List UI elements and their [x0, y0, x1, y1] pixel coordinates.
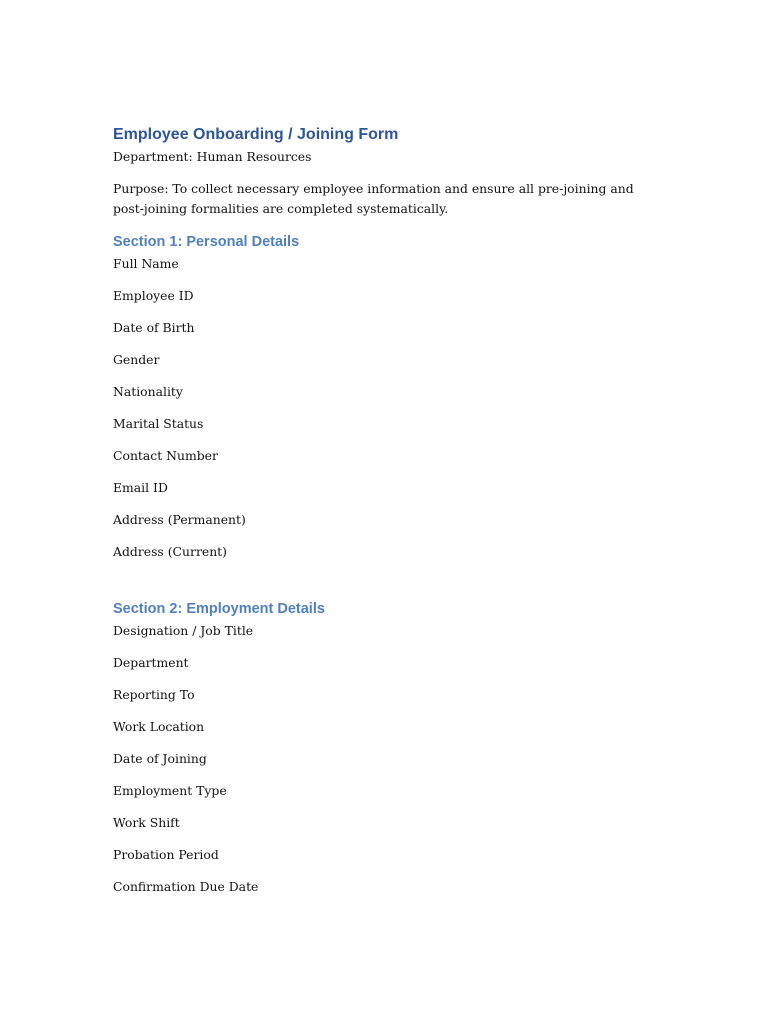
- document-title: Employee Onboarding / Joining Form: [113, 126, 399, 143]
- field-label-email-id: Email ID: [113, 480, 168, 495]
- field-label-date-of-birth: Date of Birth: [113, 320, 195, 335]
- field-label-contact-number: Contact Number: [113, 448, 218, 463]
- purpose-paragraph: Purpose: To collect necessary employee information and ensure all pre-joining and post-joining formalities are completed systematically.: [113, 181, 634, 216]
- field-label-confirmation-due-date: Confirmation Due Date: [113, 879, 259, 894]
- section-2-heading: Section 2: Employment Details: [113, 601, 325, 617]
- field-label-full-name: Full Name: [113, 256, 179, 271]
- personal-details-field-list: [113, 254, 653, 574]
- field-label-work-shift: Work Shift: [113, 815, 180, 830]
- field-label-probation-period: Probation Period: [113, 847, 219, 862]
- field-label-employee-id: Employee ID: [113, 288, 194, 303]
- field-label-designation: Designation / Job Title: [113, 623, 254, 638]
- field-label-employment-type: Employment Type: [113, 783, 227, 798]
- field-label-date-of-joining: Date of Joining: [113, 751, 207, 766]
- field-label-reporting-to: Reporting To: [113, 687, 195, 702]
- employment-details-field-list: [113, 621, 653, 909]
- field-label-department: Department: [113, 655, 189, 670]
- section-1-heading: Section 1: Personal Details: [113, 234, 300, 250]
- field-label-nationality: Nationality: [113, 384, 183, 399]
- field-label-gender: Gender: [113, 352, 160, 367]
- field-label-address-permanent: Address (Permanent): [113, 512, 246, 527]
- field-label-work-location: Work Location: [113, 719, 205, 734]
- document-page: [113, 124, 653, 909]
- field-label-address-current: Address (Current): [113, 544, 227, 559]
- department-line: Department: Human Resources: [113, 149, 312, 164]
- field-label-marital-status: Marital Status: [113, 416, 204, 431]
